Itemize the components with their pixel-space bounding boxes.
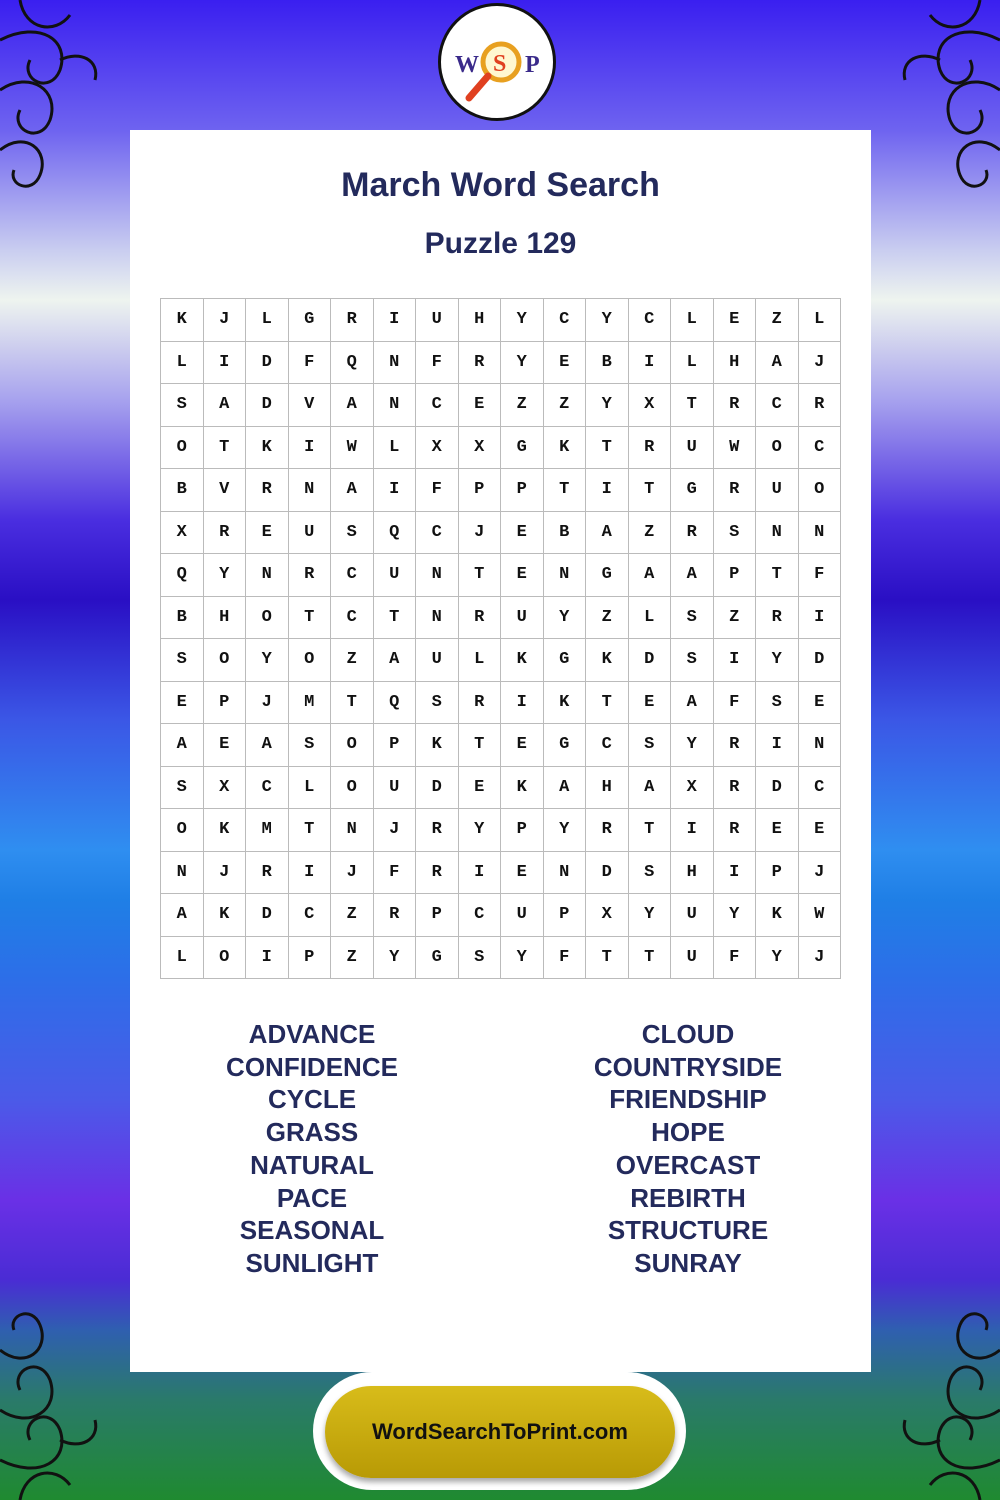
grid-cell[interactable]: T <box>544 469 587 512</box>
grid-cell[interactable]: B <box>544 512 587 555</box>
grid-cell[interactable]: Z <box>586 597 629 640</box>
grid-cell[interactable]: D <box>799 639 842 682</box>
grid-cell[interactable]: E <box>246 512 289 555</box>
word-item: CLOUD <box>641 1019 735 1049</box>
website-button[interactable]: WordSearchToPrint.com <box>325 1386 675 1478</box>
grid-cell[interactable]: U <box>671 427 714 470</box>
grid-cell[interactable]: Q <box>374 682 417 725</box>
grid-cell[interactable]: N <box>416 597 459 640</box>
grid-cell[interactable]: N <box>161 852 204 895</box>
grid-cell[interactable]: R <box>799 384 842 427</box>
grid-cell[interactable]: D <box>246 894 289 937</box>
grid-cell[interactable]: U <box>416 639 459 682</box>
grid-cell[interactable]: G <box>289 299 332 342</box>
grid-cell[interactable]: X <box>586 894 629 937</box>
grid-cell[interactable]: L <box>246 299 289 342</box>
grid-cell[interactable]: J <box>204 299 247 342</box>
grid-cell[interactable]: P <box>544 894 587 937</box>
grid-cell[interactable]: K <box>501 639 544 682</box>
grid-cell[interactable]: Z <box>544 384 587 427</box>
grid-cell[interactable]: E <box>799 682 842 725</box>
grid-cell[interactable]: X <box>671 767 714 810</box>
word-item: ADVANCE <box>248 1019 376 1049</box>
word-item: SEASONAL <box>239 1215 385 1246</box>
ornament-top-right <box>850 0 1000 210</box>
grid-cell[interactable]: Y <box>756 937 799 980</box>
grid-cell[interactable]: J <box>459 512 502 555</box>
grid-cell[interactable]: L <box>671 299 714 342</box>
grid-cell[interactable]: J <box>331 852 374 895</box>
grid-cell[interactable]: R <box>416 809 459 852</box>
grid-cell[interactable]: J <box>799 852 842 895</box>
grid-cell[interactable]: G <box>544 639 587 682</box>
grid-cell[interactable]: C <box>799 427 842 470</box>
grid-cell[interactable]: U <box>374 554 417 597</box>
grid-cell[interactable]: O <box>756 427 799 470</box>
grid-cell[interactable]: R <box>204 512 247 555</box>
grid-cell[interactable]: K <box>204 894 247 937</box>
grid-cell[interactable]: A <box>671 554 714 597</box>
word-item: GRASS <box>265 1117 359 1148</box>
grid-cell[interactable]: P <box>374 724 417 767</box>
grid-cell[interactable]: I <box>374 469 417 512</box>
grid-cell[interactable]: I <box>204 342 247 385</box>
grid-cell[interactable]: A <box>544 767 587 810</box>
grid-cell[interactable]: R <box>586 809 629 852</box>
grid-cell[interactable]: H <box>586 767 629 810</box>
grid-cell[interactable]: P <box>756 852 799 895</box>
grid-cell[interactable]: Z <box>331 639 374 682</box>
grid-cell[interactable]: D <box>246 342 289 385</box>
grid-cell[interactable]: R <box>629 427 672 470</box>
grid-cell[interactable]: Y <box>586 384 629 427</box>
grid-cell[interactable]: E <box>459 384 502 427</box>
grid-cell[interactable]: L <box>374 427 417 470</box>
grid-cell[interactable]: Z <box>756 299 799 342</box>
grid-cell[interactable]: U <box>671 937 714 980</box>
grid-cell[interactable]: F <box>714 682 757 725</box>
grid-cell[interactable]: N <box>544 554 587 597</box>
magnifier-icon <box>441 6 553 118</box>
grid-cell[interactable]: U <box>501 894 544 937</box>
grid-cell[interactable]: L <box>161 937 204 980</box>
grid-cell[interactable]: C <box>246 767 289 810</box>
grid-cell[interactable]: K <box>204 809 247 852</box>
grid-cell[interactable]: R <box>714 767 757 810</box>
word-item: NATURAL <box>250 1149 374 1180</box>
word-item: REBIRTH <box>630 1182 746 1213</box>
grid-cell[interactable]: F <box>374 852 417 895</box>
grid-cell[interactable]: Y <box>459 809 502 852</box>
grid-cell[interactable]: X <box>161 512 204 555</box>
grid-cell[interactable]: D <box>586 852 629 895</box>
logo-letter-p: P <box>525 52 540 78</box>
grid-cell[interactable]: L <box>799 299 842 342</box>
grid-cell[interactable]: E <box>501 852 544 895</box>
grid-cell[interactable]: Z <box>331 894 374 937</box>
grid-cell[interactable]: A <box>586 512 629 555</box>
grid-cell[interactable]: K <box>544 427 587 470</box>
grid-cell[interactable]: Y <box>501 299 544 342</box>
grid-cell[interactable]: B <box>161 597 204 640</box>
grid-cell[interactable]: S <box>161 639 204 682</box>
grid-cell[interactable]: O <box>204 639 247 682</box>
grid-cell[interactable]: A <box>374 639 417 682</box>
grid-cell[interactable]: G <box>544 724 587 767</box>
grid-cell[interactable]: O <box>204 937 247 980</box>
grid-cell[interactable]: F <box>416 342 459 385</box>
grid-cell[interactable]: S <box>629 724 672 767</box>
grid-cell[interactable]: N <box>416 554 459 597</box>
grid-cell[interactable]: J <box>799 342 842 385</box>
grid-cell[interactable]: T <box>289 809 332 852</box>
grid-cell[interactable]: P <box>714 554 757 597</box>
grid-cell[interactable]: S <box>331 512 374 555</box>
grid-cell[interactable]: M <box>246 809 289 852</box>
grid-cell[interactable]: L <box>629 597 672 640</box>
grid-cell[interactable]: C <box>544 299 587 342</box>
grid-cell[interactable]: T <box>671 384 714 427</box>
grid-cell[interactable]: T <box>586 937 629 980</box>
grid-cell[interactable]: C <box>416 512 459 555</box>
grid-cell[interactable]: U <box>416 299 459 342</box>
grid-cell[interactable]: E <box>501 512 544 555</box>
grid-cell[interactable]: D <box>756 767 799 810</box>
grid-cell[interactable]: G <box>586 554 629 597</box>
grid-cell[interactable]: C <box>629 299 672 342</box>
grid-cell[interactable]: A <box>629 554 672 597</box>
grid-cell[interactable]: C <box>331 597 374 640</box>
grid-cell[interactable]: R <box>671 512 714 555</box>
grid-cell[interactable]: A <box>161 894 204 937</box>
word-item: CONFIDENCE <box>226 1051 398 1082</box>
grid-cell[interactable]: E <box>629 682 672 725</box>
word-item: SUNLIGHT <box>245 1247 379 1278</box>
grid-cell[interactable]: C <box>586 724 629 767</box>
grid-cell[interactable]: P <box>501 809 544 852</box>
grid-cell[interactable]: T <box>756 554 799 597</box>
grid-cell[interactable]: F <box>799 554 842 597</box>
grid-cell[interactable]: Z <box>629 512 672 555</box>
grid-cell[interactable]: N <box>289 469 332 512</box>
grid-cell[interactable]: F <box>714 937 757 980</box>
word-item: FRIENDSHIP <box>609 1084 767 1115</box>
puzzle-card <box>130 130 871 1372</box>
grid-cell[interactable]: Y <box>501 342 544 385</box>
grid-cell[interactable]: O <box>246 597 289 640</box>
grid-cell[interactable]: R <box>459 597 502 640</box>
grid-cell[interactable]: U <box>374 767 417 810</box>
grid-cell[interactable]: I <box>374 299 417 342</box>
grid-cell[interactable]: C <box>416 384 459 427</box>
grid-cell[interactable]: I <box>756 724 799 767</box>
grid-cell[interactable]: K <box>416 724 459 767</box>
grid-cell[interactable]: V <box>289 384 332 427</box>
grid-cell[interactable]: T <box>459 724 502 767</box>
word-item: PACE <box>276 1182 348 1213</box>
grid-cell[interactable]: I <box>246 937 289 980</box>
grid-cell[interactable]: F <box>289 342 332 385</box>
grid-cell[interactable]: T <box>629 469 672 512</box>
grid-cell[interactable]: N <box>799 724 842 767</box>
logo-letter-w: W <box>455 52 479 78</box>
grid-cell[interactable]: G <box>416 937 459 980</box>
word-item: HOPE <box>651 1117 725 1148</box>
grid-cell[interactable]: R <box>331 299 374 342</box>
grid-cell[interactable]: I <box>799 597 842 640</box>
grid-cell[interactable]: B <box>161 469 204 512</box>
grid-cell[interactable]: F <box>416 469 459 512</box>
grid-cell[interactable]: S <box>756 682 799 725</box>
grid-cell[interactable]: T <box>459 554 502 597</box>
grid-cell[interactable]: S <box>671 597 714 640</box>
grid-cell[interactable]: J <box>374 809 417 852</box>
grid-cell[interactable]: Z <box>501 384 544 427</box>
grid-cell[interactable]: E <box>756 809 799 852</box>
grid-cell[interactable]: J <box>246 682 289 725</box>
grid-cell[interactable]: Y <box>544 809 587 852</box>
puzzle-number: Puzzle 129 <box>424 227 577 260</box>
grid-cell[interactable]: H <box>459 299 502 342</box>
grid-cell[interactable]: A <box>756 342 799 385</box>
grid-cell[interactable]: S <box>459 937 502 980</box>
grid-cell[interactable]: R <box>246 852 289 895</box>
grid-cell[interactable]: C <box>289 894 332 937</box>
grid-cell[interactable]: J <box>799 937 842 980</box>
grid-cell[interactable]: R <box>756 597 799 640</box>
grid-cell[interactable]: Y <box>714 894 757 937</box>
grid-cell[interactable]: I <box>501 682 544 725</box>
grid-cell[interactable]: O <box>161 427 204 470</box>
grid-cell[interactable]: Y <box>544 597 587 640</box>
grid-cell[interactable]: R <box>289 554 332 597</box>
grid-cell[interactable]: J <box>204 852 247 895</box>
grid-cell[interactable]: I <box>586 469 629 512</box>
grid-cell[interactable]: X <box>416 427 459 470</box>
grid-cell[interactable]: L <box>459 639 502 682</box>
grid-cell[interactable]: N <box>374 384 417 427</box>
grid-cell[interactable]: P <box>289 937 332 980</box>
grid-cell[interactable]: S <box>289 724 332 767</box>
grid-cell[interactable]: S <box>671 639 714 682</box>
word-item: CYCLE <box>267 1084 357 1115</box>
grid-cell[interactable]: N <box>374 342 417 385</box>
grid-cell[interactable]: N <box>799 512 842 555</box>
grid-cell[interactable]: Y <box>204 554 247 597</box>
grid-cell[interactable]: B <box>586 342 629 385</box>
grid-cell[interactable]: I <box>714 639 757 682</box>
grid-cell[interactable]: U <box>501 597 544 640</box>
grid-cell[interactable]: K <box>161 299 204 342</box>
grid-cell[interactable]: T <box>629 937 672 980</box>
grid-cell[interactable]: T <box>586 682 629 725</box>
grid-cell[interactable]: A <box>204 384 247 427</box>
grid-cell[interactable]: W <box>331 427 374 470</box>
grid-cell[interactable]: O <box>331 767 374 810</box>
word-item: SUNRAY <box>634 1247 742 1278</box>
grid-cell[interactable]: A <box>629 767 672 810</box>
grid-cell[interactable]: P <box>204 682 247 725</box>
grid-cell[interactable]: T <box>629 809 672 852</box>
grid-cell[interactable]: U <box>756 469 799 512</box>
grid-cell[interactable]: O <box>289 639 332 682</box>
grid-cell[interactable]: G <box>501 427 544 470</box>
page-title: March Word Search <box>341 166 660 204</box>
grid-cell[interactable]: I <box>289 427 332 470</box>
grid-cell[interactable]: I <box>714 852 757 895</box>
letter-grid <box>160 298 841 979</box>
word-item: OVERCAST <box>615 1149 761 1180</box>
grid-cell[interactable]: I <box>459 852 502 895</box>
grid-cell[interactable]: O <box>161 809 204 852</box>
grid-cell[interactable]: R <box>714 384 757 427</box>
grid-cell[interactable]: H <box>671 852 714 895</box>
grid-cell[interactable]: D <box>416 767 459 810</box>
grid-cell[interactable]: H <box>714 342 757 385</box>
grid-cell[interactable]: X <box>459 427 502 470</box>
word-item: STRUCTURE <box>607 1215 769 1246</box>
grid-cell[interactable]: U <box>671 894 714 937</box>
grid-cell[interactable]: E <box>799 809 842 852</box>
grid-cell[interactable]: Y <box>374 937 417 980</box>
grid-cell[interactable]: Y <box>671 724 714 767</box>
grid-cell[interactable]: Z <box>714 597 757 640</box>
grid-cell[interactable]: K <box>246 427 289 470</box>
grid-cell[interactable]: X <box>629 384 672 427</box>
grid-cell[interactable]: E <box>714 299 757 342</box>
ornament-top-left <box>0 0 150 210</box>
grid-cell[interactable]: A <box>331 469 374 512</box>
grid-cell[interactable]: E <box>204 724 247 767</box>
grid-cell[interactable]: R <box>246 469 289 512</box>
grid-cell[interactable]: C <box>459 894 502 937</box>
grid-cell[interactable]: Y <box>586 299 629 342</box>
grid-cell[interactable]: C <box>756 384 799 427</box>
grid-cell[interactable]: L <box>289 767 332 810</box>
grid-cell[interactable]: K <box>544 682 587 725</box>
grid-cell[interactable]: O <box>331 724 374 767</box>
ornament-bottom-left <box>0 1290 150 1500</box>
grid-cell[interactable]: R <box>714 724 757 767</box>
grid-cell[interactable]: P <box>501 469 544 512</box>
grid-cell[interactable]: S <box>629 852 672 895</box>
grid-cell[interactable]: C <box>799 767 842 810</box>
word-item: COUNTRYSIDE <box>593 1051 783 1082</box>
grid-cell[interactable]: T <box>204 427 247 470</box>
grid-cell[interactable]: Z <box>331 937 374 980</box>
grid-cell[interactable]: I <box>629 342 672 385</box>
grid-cell[interactable]: L <box>161 342 204 385</box>
grid-cell[interactable]: R <box>374 894 417 937</box>
grid-cell[interactable]: W <box>799 894 842 937</box>
grid-cell[interactable]: T <box>289 597 332 640</box>
grid-cell[interactable]: K <box>586 639 629 682</box>
grid-cell[interactable]: I <box>289 852 332 895</box>
grid-cell[interactable]: X <box>204 767 247 810</box>
grid-cell[interactable]: Q <box>161 554 204 597</box>
grid-cell[interactable]: N <box>544 852 587 895</box>
grid-cell[interactable]: T <box>586 427 629 470</box>
grid-cell[interactable]: A <box>671 682 714 725</box>
grid-cell[interactable]: T <box>331 682 374 725</box>
grid-cell[interactable]: D <box>629 639 672 682</box>
grid-cell[interactable]: S <box>714 512 757 555</box>
grid-cell[interactable]: Q <box>374 512 417 555</box>
grid-cell[interactable]: Q <box>331 342 374 385</box>
grid-cell[interactable]: Y <box>501 937 544 980</box>
grid-cell[interactable]: E <box>459 767 502 810</box>
grid-cell[interactable]: H <box>204 597 247 640</box>
grid-cell[interactable]: U <box>289 512 332 555</box>
grid-cell[interactable]: G <box>671 469 714 512</box>
grid-cell[interactable]: R <box>459 682 502 725</box>
grid-cell[interactable]: P <box>416 894 459 937</box>
grid-cell[interactable]: K <box>756 894 799 937</box>
grid-cell[interactable]: W <box>714 427 757 470</box>
grid-cell[interactable]: O <box>799 469 842 512</box>
grid-cell[interactable]: P <box>459 469 502 512</box>
word-list-right <box>538 1018 838 1280</box>
grid-cell[interactable]: D <box>246 384 289 427</box>
grid-cell[interactable]: Y <box>756 639 799 682</box>
grid-cell[interactable]: I <box>671 809 714 852</box>
grid-cell[interactable]: R <box>714 469 757 512</box>
grid-cell[interactable]: V <box>204 469 247 512</box>
grid-cell[interactable]: E <box>501 724 544 767</box>
grid-cell[interactable]: N <box>331 809 374 852</box>
grid-cell[interactable]: Y <box>246 639 289 682</box>
grid-cell[interactable]: E <box>544 342 587 385</box>
grid-cell[interactable]: R <box>714 809 757 852</box>
grid-cell[interactable]: S <box>416 682 459 725</box>
wsp-logo <box>438 3 556 121</box>
grid-cell[interactable]: K <box>501 767 544 810</box>
grid-cell[interactable]: E <box>161 682 204 725</box>
grid-cell[interactable]: N <box>246 554 289 597</box>
grid-cell[interactable]: N <box>756 512 799 555</box>
logo-letter-s: S <box>493 51 507 77</box>
grid-cell[interactable]: F <box>544 937 587 980</box>
grid-cell[interactable]: Y <box>629 894 672 937</box>
ornament-bottom-right <box>850 1290 1000 1500</box>
word-list-left <box>162 1018 462 1280</box>
grid-cell[interactable]: E <box>501 554 544 597</box>
grid-cell[interactable]: A <box>331 384 374 427</box>
grid-cell[interactable]: M <box>289 682 332 725</box>
grid-cell[interactable]: R <box>416 852 459 895</box>
grid-cell[interactable]: S <box>161 767 204 810</box>
grid-cell[interactable]: L <box>671 342 714 385</box>
grid-cell[interactable]: A <box>246 724 289 767</box>
grid-cell[interactable]: C <box>331 554 374 597</box>
grid-cell[interactable]: T <box>374 597 417 640</box>
grid-cell[interactable]: R <box>459 342 502 385</box>
grid-cell[interactable]: S <box>161 384 204 427</box>
grid-cell[interactable]: A <box>161 724 204 767</box>
